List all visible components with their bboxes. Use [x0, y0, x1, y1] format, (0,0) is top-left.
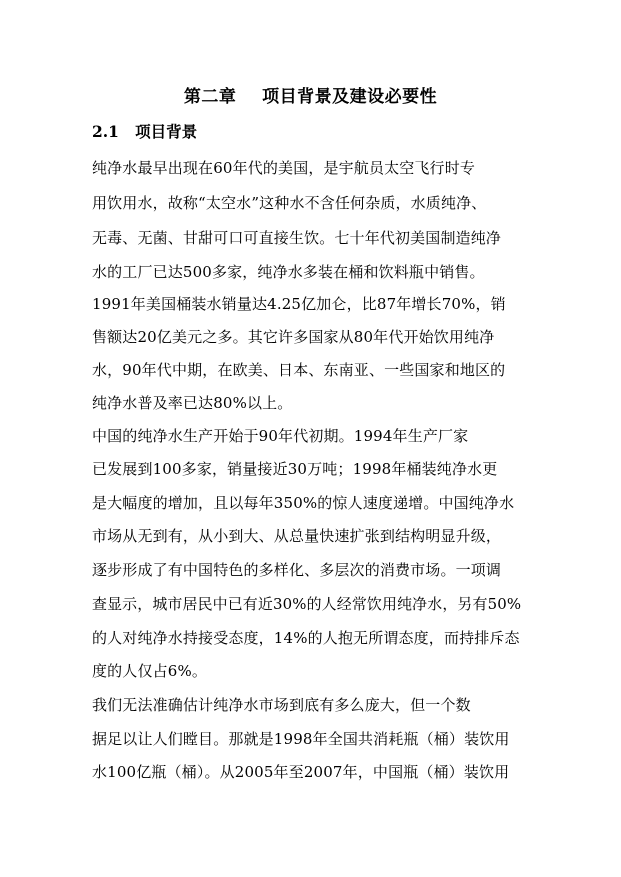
text-line: 1991年美国桶装水销量达4.25亿加仑，比87年增长70%，销 [92, 295, 506, 313]
text-line: 中国的纯净水生产开始于90年代初期。1994年生产厂家 [92, 427, 469, 445]
text-line: 查显示，城市居民中已有近30%的人经常饮用纯净水，另有50% [92, 595, 522, 613]
text-line: 市场从无到有，从小到大、从总量快速扩张到结构明显升级， [92, 527, 502, 545]
text-line: 水的工厂已达500多家，纯净水多装在桶和饮料瓶中销售。 [92, 263, 485, 281]
text-line: 的人对纯净水持接受态度，14%的人抱无所谓态度，而持排斥态 [92, 629, 520, 647]
text-line: 用饮用水，故称“太空水”这种水不含任何杂质，水质纯净、 [92, 194, 487, 212]
text-line: 售额达20亿美元之多。其它许多国家从80年代开始饮用纯净 [92, 328, 495, 346]
text-line: 是大幅度的增加，且以每年350%的惊人速度递增。中国纯净水 [92, 494, 515, 512]
text-line: 我们无法准确估计纯净水市场到底有多么庞大，但一个数 [92, 696, 471, 714]
text-line: 水，90年代中期，在欧美、日本、东南亚、一些国家和地区的 [92, 361, 506, 379]
text-line: 纯净水最早出现在60年代的美国，是宇航员太空飞行时专 [92, 159, 475, 177]
text-line: 纯净水普及率已达80%以上。 [92, 394, 293, 412]
text-line: 无毒、无菌、甘甜可口可直接生饮。七十年代初美国制造纯净 [92, 229, 502, 247]
text-line: 水100亿瓶（桶）。从2005年至2007年，中国瓶（桶）装饮用 [92, 763, 510, 781]
text-line: 逐步形成了有中国特色的多样化、多层次的消费市场。一项调 [92, 561, 502, 579]
text-line: 据足以让人们瞠目。那就是1998年全国共消耗瓶（桶）装饮用 [92, 730, 510, 748]
text-line: 度的人仅占6%。 [92, 662, 207, 680]
chapter-title: 第二章 项目背景及建设必要性 [183, 87, 438, 107]
text-line: 已发展到100多家，销量接近30万吨；1998年桶装纯净水更 [92, 460, 498, 478]
section-heading: 2.1 项目背景 [92, 122, 198, 141]
